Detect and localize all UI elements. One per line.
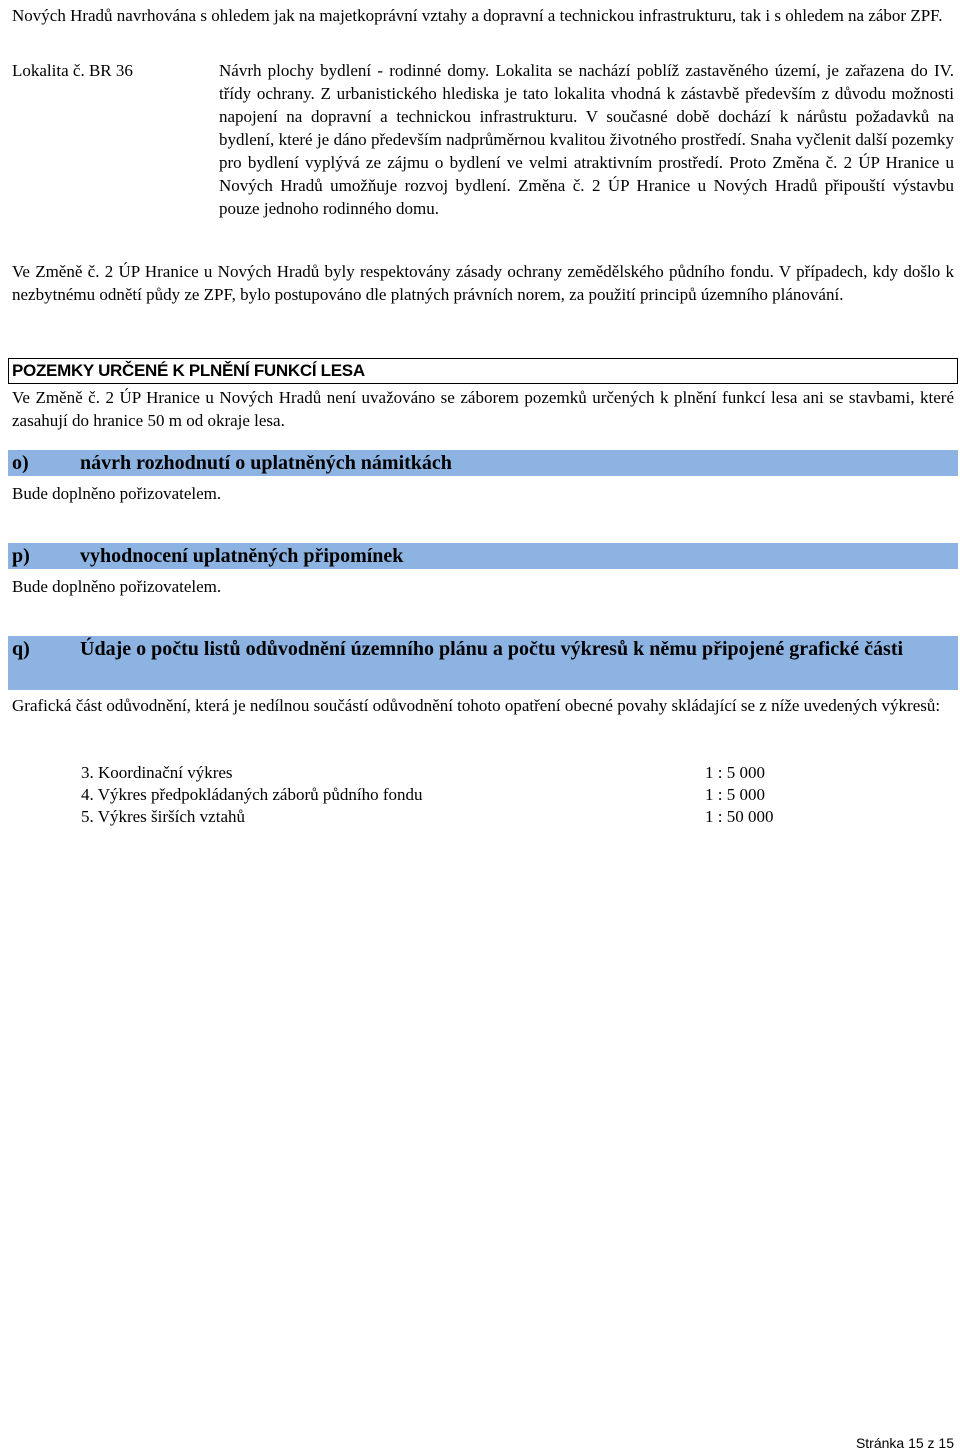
locality-label: Lokalita č. BR 36 <box>12 61 133 80</box>
section-q-letter: q) <box>12 638 30 660</box>
forest-land-paragraph: Ve Změně č. 2 ÚP Hranice u Nových Hradů není uvažováno se záborem pozemků určených k plnění funkcí lesa ani se stavbami, které zasahují do hranice 50 m od okraje lesa. <box>12 388 954 430</box>
section-p-letter: p) <box>12 545 30 567</box>
locality-description: Návrh plochy bydlení - rodinné domy. Lokalita se nachází poblíž zastavěného území, je zařazena do IV. třídy ochrany. Z urbanistického hlediska je tato lokalita vhodná k zástavbě především z důvodu možnosti napojení na dopravní a technickou infrastrukturu. V současné době dochází k nárůstu požadavků na bydlení, které je dáno především nadprůměrnou kvalitou životného prostředí. Snaha vyčlenit další pozemky pro bydlení vyplývá ze zájmu o bydlení ve velmi atraktivním prostředí. Proto Změna č. 2 ÚP Hranice u Nových Hradů umožňuje rozvoj bydlení. Změna č. 2 ÚP Hranice u Nových Hradů připouští výstavbu pouze jednoho rodinného domu. <box>219 61 954 218</box>
drawing-scale: 1 : 50 000 <box>705 807 774 826</box>
drawing-list <box>12 761 954 827</box>
section-o-text: Bude doplněno pořizovatelem. <box>12 484 222 503</box>
drawing-name: 5. Výkres širších vztahů <box>81 807 245 826</box>
drawing-row <box>12 783 954 805</box>
drawing-row <box>12 805 954 827</box>
intro-paragraph: Nových Hradů navrhována s ohledem jak na majetkoprávní vztahy a dopravní a technickou infrastrukturu, tak i s ohledem na zábor ZPF. <box>12 6 943 25</box>
drawing-row <box>12 761 954 783</box>
section-p-text: Bude doplněno pořizovatelem. <box>12 577 222 596</box>
section-p-title: vyhodnocení uplatněných připomínek <box>80 545 404 567</box>
page-number-footer: Stránka 15 z 15 <box>855 1435 954 1451</box>
drawing-name: 3. Koordinační výkres <box>81 763 233 782</box>
zpf-respect-paragraph: Ve Změně č. 2 ÚP Hranice u Nových Hradů byly respektovány zásady ochrany zemědělského půdního fondu. V případech, kdy došlo k nezbytnému odnětí půdy ze ZPF, bylo postupováno dle platných právních norem, za použití principů územního plánování. <box>12 262 954 304</box>
section-q-title: Údaje o počtu listů odůvodnění územního plánu a počtu výkresů k němu připojené grafické části <box>80 638 904 660</box>
section-o-letter: o) <box>12 452 29 474</box>
section-q-text: Grafická část odůvodnění, která je nedílnou součástí odůvodnění tohoto opatření obecné povahy skládající se z níže uvedených výkresů: <box>12 696 941 715</box>
drawing-scale: 1 : 5 000 <box>705 763 765 782</box>
section-o-heading <box>8 450 958 476</box>
forest-land-heading: POZEMKY URČENÉ K PLNĚNÍ FUNKCÍ LESA <box>8 358 958 384</box>
section-p-heading <box>8 543 958 569</box>
drawing-scale: 1 : 5 000 <box>705 785 765 804</box>
section-q-heading <box>8 636 958 690</box>
drawing-name: 4. Výkres předpokládaných záborů půdního fondu <box>81 785 423 804</box>
section-o-title: návrh rozhodnutí o uplatněných námitkách <box>80 452 452 474</box>
